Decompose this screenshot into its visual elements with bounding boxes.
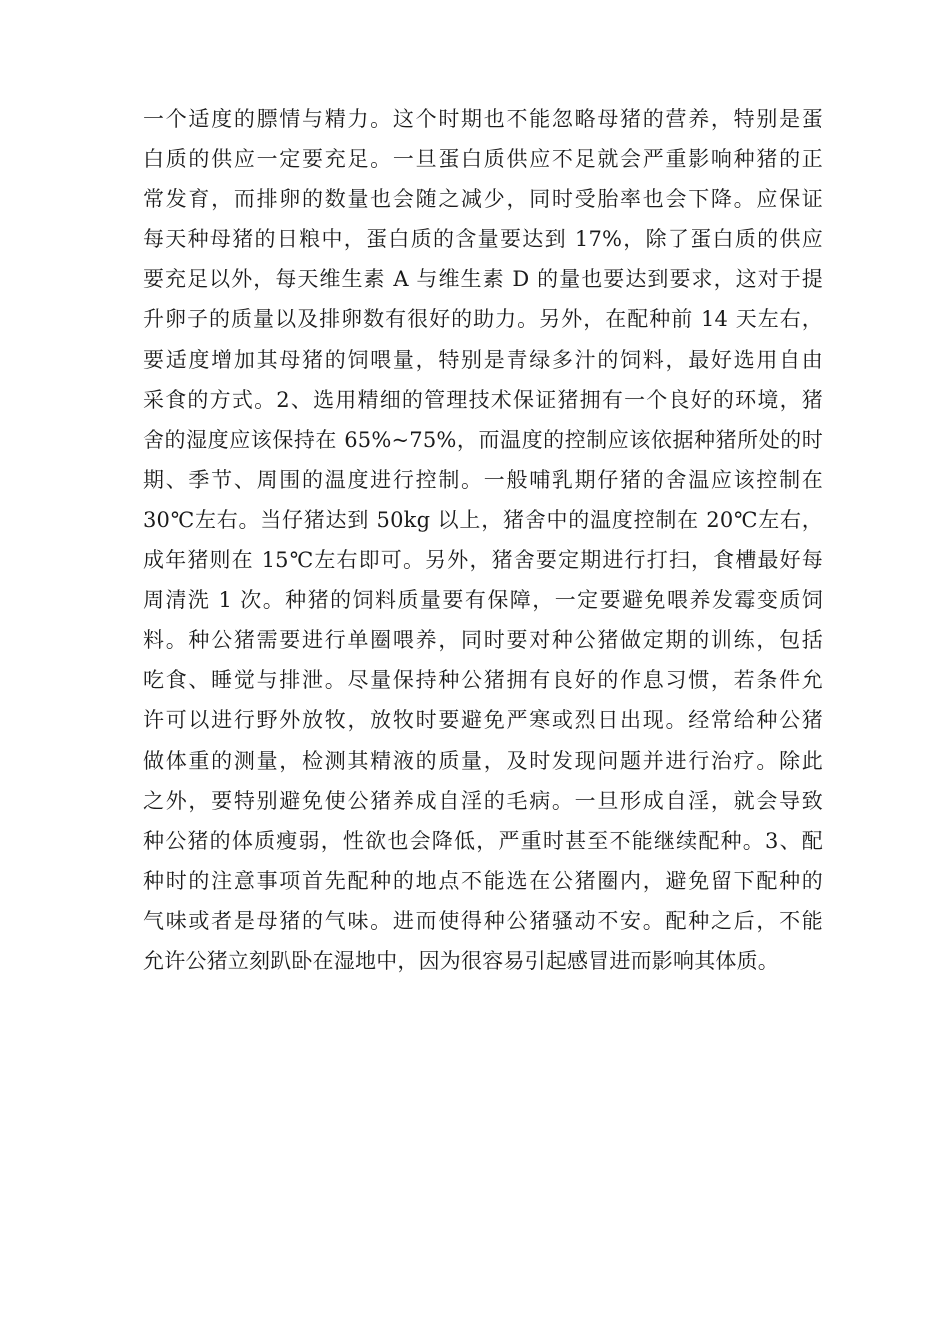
text-line: 舍的湿度应该保持在 65%~75%，而温度的控制应该依据种猪所处的时 xyxy=(143,427,823,452)
text-line: 种公猪的体质瘦弱，性欲也会降低，严重时甚至不能继续配种。3、配 xyxy=(143,828,823,853)
text-line: 白质的供应一定要充足。一旦蛋白质供应不足就会严重影响种猪的正 xyxy=(143,147,823,172)
text-line: 常发育，而排卵的数量也会随之减少，同时受胎率也会下降。应保证 xyxy=(143,187,823,212)
text-line: 做体重的测量，检测其精液的质量，及时发现问题并进行治疗。除此 xyxy=(143,748,823,773)
body-paragraph xyxy=(143,99,823,981)
text-line: 30℃左右。当仔猪达到 50kg 以上，猪舍中的温度控制在 20℃左右， xyxy=(143,507,823,532)
text-line: 升卵子的质量以及排卵数有很好的助力。另外，在配种前 14 天左右， xyxy=(143,307,823,332)
text-line: 吃食、睡觉与排泄。尽量保持种公猪拥有良好的作息习惯，若条件允 xyxy=(143,668,823,693)
text-line: 料。种公猪需要进行单圈喂养，同时要对种公猪做定期的训练，包括 xyxy=(143,628,823,653)
text-line: 每天种母猪的日粮中，蛋白质的含量要达到 17%，除了蛋白质的供应 xyxy=(143,227,823,252)
text-line: 许可以进行野外放牧，放牧时要避免严寒或烈日出现。经常给种公猪 xyxy=(143,708,823,733)
text-line: 要适度增加其母猪的饲喂量，特别是青绿多汁的饲料，最好选用自由 xyxy=(143,347,823,372)
text-line: 种时的注意事项首先配种的地点不能选在公猪圈内，避免留下配种的 xyxy=(143,868,823,893)
text-line: 要充足以外，每天维生素 A 与维生素 D 的量也要达到要求，这对于提 xyxy=(143,267,823,292)
text-line: 允许公猪立刻趴卧在湿地中，因为很容易引起感冒进而影响其体质。 xyxy=(143,948,779,973)
text-line: 之外，要特别避免使公猪养成自淫的毛病。一旦形成自淫，就会导致 xyxy=(143,788,823,813)
text-line: 期、季节、周围的温度进行控制。一般哺乳期仔猪的舍温应该控制在 xyxy=(143,467,823,492)
text-line: 成年猪则在 15℃左右即可。另外，猪舍要定期进行打扫，食槽最好每 xyxy=(143,548,823,573)
text-line: 采食的方式。2、选用精细的管理技术保证猪拥有一个良好的环境，猪 xyxy=(143,387,823,412)
text-line: 周清洗 1 次。种猪的饲料质量要有保障，一定要避免喂养发霉变质饲 xyxy=(143,588,823,613)
text-line: 气味或者是母猪的气味。进而使得种公猪骚动不安。配种之后，不能 xyxy=(143,908,823,933)
text-line: 一个适度的膘情与精力。这个时期也不能忽略母猪的营养，特别是蛋 xyxy=(143,107,823,131)
